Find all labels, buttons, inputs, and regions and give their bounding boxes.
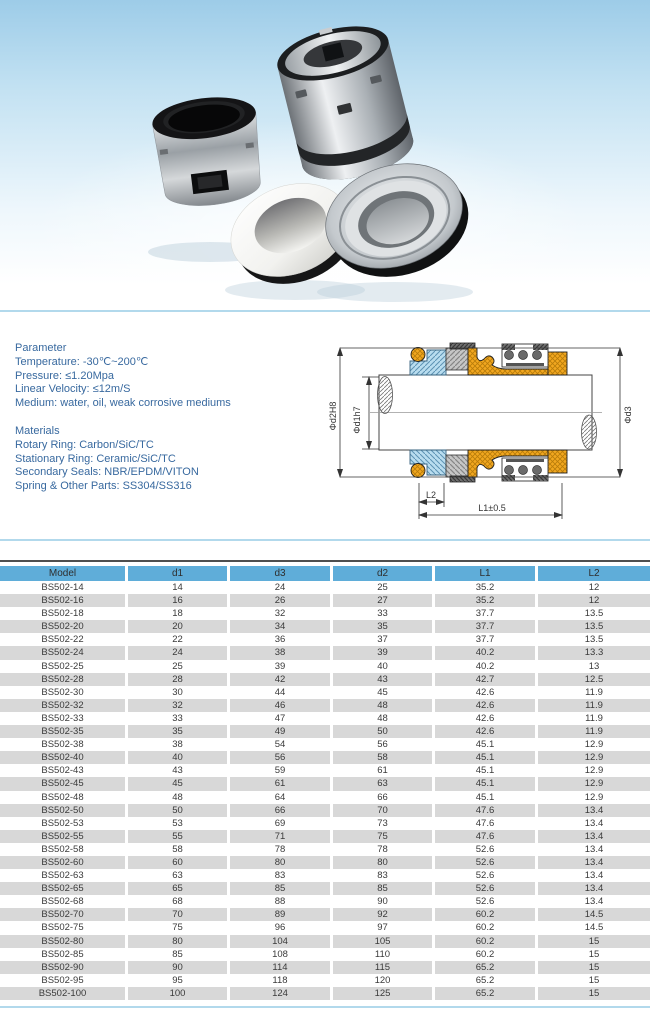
table-cell: 50 [128,804,230,817]
table-row [0,777,650,790]
table-cell: 104 [230,935,333,948]
table-cell: 40.2 [435,660,538,673]
table-cell: BS502-18 [0,607,128,620]
table-cell: BS502-20 [0,620,128,633]
table-cell: 47 [230,712,333,725]
table-cell: 96 [230,921,333,934]
table-cell: 42.6 [435,699,538,712]
table-cell: 40 [128,751,230,764]
table-top-border [0,560,650,562]
table-cell: 66 [333,791,435,804]
dim-label-l1: L1±0.5 [478,503,506,513]
col-header-model: Model [0,566,128,581]
table-cell: 15 [538,987,650,1000]
table-row [0,673,650,686]
table-cell: 27 [333,594,435,607]
table-cell: BS502-70 [0,908,128,921]
table-cell: 115 [333,961,435,974]
table-cell: 32 [230,607,333,620]
separator-line-top [0,310,650,312]
col-header-d1: d1 [128,566,230,581]
table-cell: 83 [230,869,333,882]
table-cell: 56 [333,738,435,751]
table-cell: 45 [128,777,230,790]
table-cell: 18 [128,607,230,620]
spec-line: Secondary Seals: NBR/EPDM/VITON [15,466,199,479]
spec-line: Spring & Other Parts: SS304/SS316 [15,480,192,493]
table-cell: 12.9 [584,739,604,751]
table-cell: 42 [230,673,333,686]
table-cell: 13.4 [538,830,650,843]
separator-line-bottom [0,1006,650,1008]
table-cell: 22 [128,633,230,646]
table-row [0,935,650,948]
table-cell: 43 [333,673,435,686]
table-cell: 11.9 [538,699,650,712]
table-cell: 11.9 [538,725,650,738]
table-cell: 69 [230,817,333,830]
table-cell: 35.2 [435,594,538,607]
table-cell: 25 [333,581,435,594]
col-header-l1: L1 [435,566,538,581]
dia-label-d2h8: Φd2H8 [328,401,338,431]
table-cell: BS502-32 [0,699,128,712]
table-cell: 35.2 [435,581,538,594]
table-header-row [0,566,650,581]
table-cell: BS502-16 [0,594,128,607]
specs-text-block [15,342,231,494]
table-row [0,817,650,830]
table-row [0,633,650,646]
table-cell: BS502-100 [0,987,128,1000]
table-cell: BS502-90 [0,961,128,974]
table-body [0,581,650,1000]
table-cell: 15 [538,961,650,974]
table-cell: 11.9 [585,712,603,724]
table-cell: 64 [230,791,333,804]
table-cell: 60.2 [435,948,538,961]
table-cell: 13.3 [538,646,650,659]
table-row [0,620,650,633]
table-row [0,843,650,856]
table-cell: 65.2 [435,961,538,974]
product-photo-image [0,0,650,309]
table-cell: 90 [333,895,435,908]
dimension-table-section [0,560,650,1000]
table-cell: 89 [230,908,333,921]
table-cell: 56 [230,751,333,764]
col-header-d2: d2 [333,566,435,581]
table-cell: 42.6 [435,725,538,738]
materials-heading: Materials [15,424,60,437]
table-row [0,751,650,764]
table-cell: 55 [128,830,230,843]
table-cell: 60.2 [435,935,538,948]
table-cell: 100 [128,987,230,1000]
table-cell: BS502-28 [0,673,128,686]
seal-cross-section-diagram [300,336,650,536]
table-row [0,764,650,777]
table-cell: 45.1 [435,777,538,790]
table-cell: 65.2 [435,987,538,1000]
table-cell: 46 [230,699,333,712]
table-cell: 124 [230,987,333,1000]
dia-label-d1h7: Φd1h7 [352,406,362,434]
table-cell: 33 [333,607,435,620]
table-cell: BS502-80 [0,935,128,948]
table-cell: BS502-43 [0,764,128,777]
table-cell: 47.6 [435,830,538,843]
product-photo [0,0,650,309]
table-cell: 12.9 [584,791,604,803]
table-cell: 42.7 [435,673,538,686]
table-row [0,791,650,804]
table-cell: 52.6 [435,895,538,908]
table-cell: 114 [230,961,333,974]
col-header-l2: L2 [538,566,650,581]
table-cell: 30 [128,686,230,699]
table-cell: BS502-35 [0,725,128,738]
table-cell: 75 [333,830,435,843]
table-cell: 49 [230,725,333,738]
table-cell: 78 [333,843,435,856]
spec-line: Temperature: -30℃~200℃ [15,355,149,368]
table-cell: 37.7 [435,620,538,633]
table-cell: 13 [588,660,600,672]
table-row [0,804,650,817]
table-cell: BS502-24 [0,646,128,659]
table-cell: 120 [333,974,435,987]
table-cell: 80 [333,856,435,869]
table-cell: BS502-45 [0,777,128,790]
table-cell: BS502-65 [0,882,128,895]
table-cell: 95 [128,974,230,987]
table-row [0,686,650,699]
table-cell: 37 [333,633,435,646]
table-row [0,987,650,1000]
table-cell: 48 [333,699,435,712]
table-cell: 24 [128,646,230,659]
table-cell: 47.6 [435,817,538,830]
col-header-d3: d3 [230,566,333,581]
table-cell: BS502-95 [0,974,128,987]
table-cell: 14 [128,581,230,594]
table-cell: 39 [230,660,333,673]
table-cell: 65 [128,882,230,895]
table-cell: 26 [230,594,333,607]
table-cell: 44 [230,686,333,699]
table-cell: 42.6 [435,686,538,699]
table-cell: 12 [538,594,650,607]
table-cell: 110 [333,948,435,961]
table-cell: 52.6 [435,856,538,869]
separator-line-mid [0,539,650,541]
table-cell: 61 [230,777,333,790]
table-cell: 14.5 [584,922,604,934]
spec-line: Pressure: ≤1.20Mpa [15,369,114,382]
table-cell: 105 [333,935,435,948]
table-cell: BS502-53 [0,817,128,830]
table-cell: 13.4 [584,870,604,882]
table-cell: 13.5 [538,620,650,633]
table-cell: BS502-33 [0,712,128,725]
table-cell: BS502-68 [0,895,128,908]
table-row [0,869,650,882]
table-cell: BS502-25 [0,660,128,673]
table-cell: 70 [128,908,230,921]
table-cell: BS502-58 [0,843,128,856]
table-cell: 60 [128,856,230,869]
table-cell: 13.4 [584,817,604,829]
table-cell: 37.7 [435,633,538,646]
table-cell: 39 [333,646,435,659]
table-cell: BS502-14 [0,581,128,594]
table-cell: 13.5 [584,634,604,646]
table-cell: 38 [128,738,230,751]
table-cell: BS502-85 [0,948,128,961]
table-cell: 68 [128,895,230,908]
table-cell: 85 [333,882,435,895]
table-cell: 59 [230,764,333,777]
table-cell: 63 [128,869,230,882]
dia-label-d3: Φd3 [623,406,633,424]
table-cell: 78 [230,843,333,856]
table-cell: 25 [128,660,230,673]
table-cell: 35 [333,620,435,633]
table-cell: 40 [333,660,435,673]
table-cell: 13.4 [538,804,650,817]
table-cell: 108 [230,948,333,961]
table-cell: 13.4 [584,843,604,855]
table-row [0,725,650,738]
table-cell: 15 [588,974,600,986]
table-cell: 35 [128,725,230,738]
table-cell: BS502-50 [0,804,128,817]
table-cell: BS502-30 [0,686,128,699]
table-cell: 80 [128,935,230,948]
spec-line: Rotary Ring: Carbon/SiC/TC [15,438,154,451]
table-cell: 52.6 [435,882,538,895]
table-cell: 48 [128,791,230,804]
table-row [0,974,650,987]
table-row [0,594,650,607]
table-row [0,921,650,934]
table-cell: BS502-75 [0,921,128,934]
table-cell: 54 [230,738,333,751]
table-cell: 36 [230,633,333,646]
table-cell: BS502-55 [0,830,128,843]
table-cell: 65.2 [435,974,538,987]
table-cell: 13.5 [584,608,604,620]
table-cell: 33 [128,712,230,725]
table-cell: 66 [230,804,333,817]
table-cell: BS502-38 [0,738,128,751]
table-cell: 15 [588,948,600,960]
table-cell: 50 [333,725,435,738]
table-cell: 52.6 [435,869,538,882]
table-row [0,581,650,594]
table-row [0,856,650,869]
table-cell: 70 [333,804,435,817]
table-cell: 118 [230,974,333,987]
table-cell: 13.4 [538,856,650,869]
table-row [0,660,650,673]
table-cell: 63 [333,777,435,790]
table-row [0,948,650,961]
table-row [0,961,650,974]
table-cell: 32 [128,699,230,712]
table-cell: 48 [333,712,435,725]
table-row [0,738,650,751]
table-cell: 20 [128,620,230,633]
table-cell: 75 [128,921,230,934]
table-row [0,882,650,895]
table-cell: 12 [588,582,600,593]
table-cell: 60.2 [435,921,538,934]
table-cell: 85 [230,882,333,895]
table-cell: 45.1 [435,791,538,804]
table-cell: 58 [128,843,230,856]
table-row [0,830,650,843]
table-cell: 60.2 [435,908,538,921]
spec-line: Medium: water, oil, weak corrosive mediums [15,397,231,410]
table-cell: 45.1 [435,764,538,777]
table-cell: 16 [128,594,230,607]
table-cell: 88 [230,895,333,908]
table-cell: 45.1 [435,738,538,751]
table-row [0,646,650,659]
table-cell: 38 [230,646,333,659]
table-row [0,908,650,921]
table-cell: 13.4 [584,896,604,908]
table-cell: 12.9 [584,765,604,777]
spec-table [0,566,650,1000]
shaft-drawing [370,375,602,450]
table-cell: BS502-48 [0,791,128,804]
table-cell: BS502-22 [0,633,128,646]
table-cell: 13.4 [538,882,650,895]
table-row [0,712,650,725]
table-cell: 12.5 [538,673,650,686]
table-row [0,699,650,712]
table-cell: 58 [333,751,435,764]
table-cell: 92 [333,908,435,921]
table-cell: 45 [333,686,435,699]
table-cell: 42.6 [435,712,538,725]
rotary-head-part [150,92,266,211]
table-cell: 11.9 [585,686,603,698]
table-cell: 47.6 [435,804,538,817]
table-row [0,607,650,620]
table-cell: 34 [230,620,333,633]
parameter-heading: Parameter [15,342,67,354]
table-cell: BS502-63 [0,869,128,882]
table-cell: 28 [128,673,230,686]
table-cell: 73 [333,817,435,830]
table-cell: 15 [538,935,650,948]
spec-line: Stationary Ring: Ceramic/SiC/TC [15,452,176,465]
table-cell: 53 [128,817,230,830]
table-cell: 97 [333,921,435,934]
table-cell: 37.7 [435,607,538,620]
table-cell: 71 [230,830,333,843]
table-cell: 52.6 [435,843,538,856]
dim-label-l2: L2 [425,490,437,500]
table-cell: 12.9 [538,751,650,764]
table-cell: 14.5 [538,908,650,921]
spec-line: Linear Velocity: ≤12m/S [15,383,131,396]
table-cell: BS502-40 [0,751,128,764]
table-cell: 43 [128,764,230,777]
table-cell: 45.1 [435,751,538,764]
table-cell: 40.2 [435,646,538,659]
table-cell: 61 [333,764,435,777]
table-cell: BS502-60 [0,856,128,869]
table-cell: 12.9 [538,777,650,790]
table-cell: 85 [128,948,230,961]
table-row [0,895,650,908]
table-cell: 90 [128,961,230,974]
table-cell: 125 [333,987,435,1000]
table-cell: 83 [333,869,435,882]
table-cell: 24 [230,581,333,594]
table-cell: 80 [230,856,333,869]
